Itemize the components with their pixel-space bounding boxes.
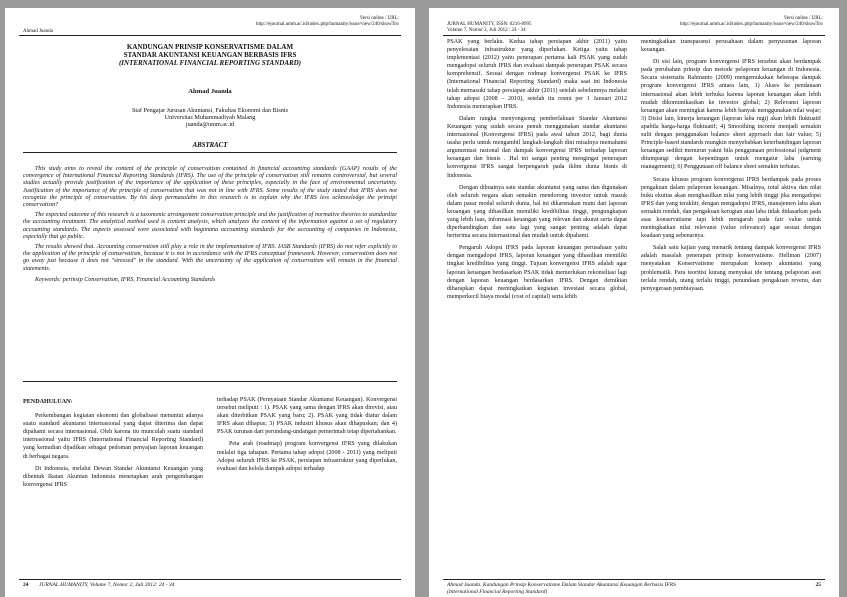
header-online-url bbox=[680, 16, 823, 28]
abstract-rule-bottom bbox=[23, 381, 397, 382]
author-email: juanda@umm.ac.id bbox=[185, 121, 235, 128]
footer-article bbox=[447, 582, 676, 595]
header-rule bbox=[443, 35, 825, 36]
footer-rule bbox=[443, 579, 825, 580]
body-paragraph: Peta arah (roadmap) program konvergensi IFRS yang dilakukan melalui tiga tahapan. Pertama tahap adopsi (2008 - 2011) yang meliputi Adopsi seluruh IFRS ke PSAK, persiapan infrastruktur yang diperlukan, evaluasi dan kelola dampak adopsi terhadap bbox=[217, 441, 397, 472]
header-url-label: Versi online / URL: bbox=[359, 16, 399, 21]
header-journal-volume: Volume 7, Nomor 2, Juli 2012 : 24 - 34 bbox=[447, 28, 526, 33]
body-paragraph: Pengaruh Adopsi IFRS pada laporan keuangan perusahaan yaitu dengan mengadopsi IFRS, laporan keuangan yang dihasilkan memiliki tingkat kredibilitas yang tinggi. Tujuan konvergensi IFRS adalah agar laporan keuangan berdasarkan PSAK tidak memerlukan rekonsiliasi lagi dengan laporan keuangan berdasarkan IFRS. Dengan demikian diharapkan dapat meningkatkan kegiatan investasi secara global, memperkecil biaya modal (cost of capital) serta lebih bbox=[447, 245, 627, 300]
affiliation bbox=[45, 107, 375, 128]
body-paragraph: Dalam rangka menyongsong pemberlakuan Standar Akuntansi Keuangan yang sudah secara penuh menggunakan standar akuntansi internasional (Konvergensi IFRS) pada awal tahun 2012, bagi dunia usaha perlu untuk mengambil langkah-langkah dini misalnya memahami argumentasi rasional dan dampak konvergensi IFRS terhadap laporan keuangan dan bisnis . Hal ini sangat penting mengingat penerapan konvergensi IFRS sangat berpengaruh pada iklim dunia bisnis di Indonesia. bbox=[447, 115, 627, 179]
header-url: http://ejournal.umm.ac.id/index.php/humanity/issue/view/240/showToc bbox=[256, 22, 399, 27]
right-column-1 bbox=[447, 38, 627, 305]
affiliation-line: Staf Pengajar Jurusan Akuntansi, Fakultas Ekonomi dan Bisnis bbox=[131, 107, 289, 114]
author-name: Ahmad Juanda bbox=[188, 88, 232, 95]
affiliation-line: Universitas Muhammadiyah Malang bbox=[164, 114, 256, 121]
title-line: (INTERNATIONAL FINANCIAL REPORTING STANDARD) bbox=[118, 59, 302, 67]
footer-author-title: Ahmad Juanda. Kandungan Prinsip Konservatisme Dalam Standar Akuntansi Keuangan Berbasis IFRS bbox=[447, 582, 676, 588]
body-paragraph: Di sisi lain, program konvergensi IFRS tersebut akan berdampak pada perubahan prinsip dan metode pelaporan keuangan di Indonesia. Secara sistematis Rahmanto (2009) mengemukakan beberapa dampak program konvergensi IFRS antara lain, 1) Akses ke pendanaan internasional akan lebih terbuka karena laporan keuangan akan lebih mudah dikomunikasikan ke investor global; 2) Relevansi laporan keuangan akan meningkat karena lebih banyak menggunakan nilai wajar; 3) Disisi lain, kinerja keuangan (laporan laba rugi) akan lebih fluktuatif apabila harga-harga fluktuatif; 4) Smoothing income menjadi semakin sulit dengan penggunakan balance sheet approach dan fair value; 5) Principle-based standards mungkin menyebabkan keterbandingan laporan keuangan sedikit menurun yakni bila penggunaan professional judgment ditumpangi dengan kepentingan untuk mengatur laba (earning management); 6) Penggunaan off balance sheet semakin terbatas. bbox=[641, 59, 821, 171]
article-title bbox=[45, 43, 375, 67]
footer-subtitle: (International Financial Reporting Standard) bbox=[447, 588, 548, 595]
section-heading: PENDAHULUAN\ bbox=[23, 399, 73, 405]
abstract-body bbox=[23, 166, 397, 287]
footer-rule bbox=[19, 579, 401, 580]
header-author: Ahmad Juanda bbox=[23, 29, 53, 34]
header-online-url bbox=[256, 16, 399, 28]
abstract-paragraph: This study aims to reveal the content of the principle of conservatism contained in financial accounting standards (GAAP) results of the convergence of International Financial Reporting Standards (IFRS). The use of the principle of conservatism still remains controversial, but several studies actually provide justification of the importance of the application of these principles, especially in the face of environmental uncertainty. Justification of the importance of the principle of conservatism that was not in line with IFRS. Some results of the study stated that IFRS does not recognize the principle of conservatism. By his deep permasalahn in this research is to explain why the IFRS less acknowledge the prinsipi conservatism? bbox=[23, 166, 397, 209]
body-paragraph: Dengan dibuatnya satu standar akuntansi yang sama dan digunakan oleh seluruh negara akan semakin mendorong investor untuk masuk dalam pasar modal seluruh dunia, hal ini dikarenakan mutu dari laporan keuangan yang dihasilkan memiliki kredibilitas tinggi, pengungkapan yang lebih luas, informasi keuangan yang relevan dan akurat serta dapat diperbandingkan dan satu lagi yang sangat penting adalah dapat berterima secara internasional dan mudah untuk dipahami. bbox=[447, 184, 627, 240]
title-line: STANDAR AKUNTANSI KEUANGAN BERBASIS IFRS bbox=[123, 51, 297, 59]
left-page bbox=[5, 8, 415, 597]
body-paragraph: Di Indonesia, melalui Dewan Standar Akuntansi Keuangan yang dibentuk Ikatan Akuntan Indonesia menetapkan arah pengembangan konvergensi IFRS bbox=[23, 465, 203, 488]
header-url-label: Versi online / URL: bbox=[783, 16, 823, 21]
header-journal bbox=[447, 22, 531, 34]
header-journal-issn: JURNAL HUMANITY, ISSN: 0216-8995 bbox=[447, 22, 532, 27]
body-paragraph: terhadap PSAK (Pernyataan Standar Akuntansi Keuangan). Konvergensi tersebut meliputi : 1). PSAK yang sama dengan IFRS akan direvisi, atau akan diterbitkan PSAK yang baru; 2). PSAK yang tidak diatur dalam IFRS akan dihapus; 3) PSAK industri khusus akan dihapuskan; dan 4) PSAK turunan dari perundang-undangan pemerintah tetap dipertahankan. bbox=[217, 397, 397, 436]
body-paragraph: PSAK yang berlaku. Kedua tahap persiapan akhir (2011) yaitu penyelesaian infrastruktur yang diperlukan. Ketiga yaitu tahap implementasi (2012) yaitu penerapan pertama kali PSAK yang sudah mengadopsi seluruh IFRS dan evaluasi dampak penerapan PSAK secara komprehensif. Sesuai dengan rodmap konvergensi PSAK ke IFRS (International Financial Reporting Standard) maka saat ini Indonesia telah memasuki tahap persiapan akhir (2011) setelah sebelumnya melalui tahap adopsi (2008 – 2010), setelah itu resmi per 1 Januari 2012 Indonesia menerapkan IFRS. bbox=[447, 39, 627, 110]
body-paragraph: Perkembangan kegiatan ekonomi dan globalisasi menuntut adanya suatu standard akuntansi internasional yang dapat diterima dan dapat dipahami secara internasional. Oleh karena itu munculah suatu standard internasional yaitu IFRS (International Financial Reporting Standard) yang kemudian dijadikan sebagai pedoman penyajian laporan keuangan di berbagai negara. bbox=[23, 413, 203, 460]
body-paragraph: Secara khusus program konvergensi IFRS berdampak pada proses pengakuan dalam pelaporan keuangan. Misalnya, total aktiva dan nilai buku ekuitas akan menghasilkan nilai yang lebih tinggi jika mengadopsi IFRS dan yang terakhir, dengan mengadopsi IFRS, manajemen laba akan semakin rendah, dan pengakuan kerugian atau laba tidak didasarkan pada asas konservatisme tapi lebih mengarah pada fair value untuk meningkatkan nilai relevansi (value relevance) agar sesuai dengan keadaan yang sebenarnya. bbox=[641, 176, 821, 240]
header-url: http://ejournal.umm.ac.id/index.php/humanity/issue/view/240/showToc bbox=[680, 22, 823, 27]
abstract-paragraph: The results showed that. Accounting conservatism still play a role in the implementation of IFRS. IASB Standards (IFRS) do not refer explicitly to the application of the principle of conservatism, because it is not in accordance with the IFRS conceptual framework. However, conservatism does not go away just because it does not "stressed" in the standard. With the uncertainty of the application of conservatism will remain in the financial statements. bbox=[23, 244, 397, 272]
left-column-1 bbox=[23, 398, 203, 493]
abstract-rule-top bbox=[23, 152, 397, 153]
abstract-paragraph: The expected outcome of this research is a taxonomic arrangement conservatism principle and the justification of normative theories to standardize the accounting treatment. The analytical method used is content analysis, which analyzes the content of the information against a set of regulatory accounting standards. The aspects assessed were associated with bagimana accounting standards for the accounting of companies in Indonesia, especially that go public. bbox=[23, 212, 397, 240]
footer-journal: JURNAL HUMANITY, Volume 7, Nomor 2, Juli 2012: 24 - 34 bbox=[39, 582, 175, 588]
body-paragraph: Salah satu kajian yang menarik tentang dampak konvergensi IFRS adalah masalah penerapan prinsip konservatisme. Hellman (2007) menyatakan Konservatisme merupakan konsep akuntansi yang problematik. Para teoritisi kurang menyukai ide tentang pelaporan aset terlalu rendah, utang terlalu tinggi, penundaan pengakuan revenu, dan penyegeraan pembiayaan. bbox=[641, 245, 821, 292]
abstract-heading: ABSTRACT bbox=[192, 142, 228, 149]
page-number: 24 bbox=[23, 582, 29, 588]
keywords: Keywords: perinsip Conservatism, IFRS, Financial Accounting Standards bbox=[35, 276, 216, 283]
header-rule bbox=[19, 35, 401, 36]
left-column-2 bbox=[217, 396, 397, 477]
body-paragraph: meningkatkan transparansi perusahaan dalam penyusunan laporan keuangan. bbox=[641, 39, 821, 54]
page-number: 25 bbox=[815, 582, 821, 588]
right-page bbox=[429, 8, 839, 597]
right-column-2 bbox=[641, 38, 821, 297]
title-line: KANDUNGAN PRINSIP KONSERVATISME DALAM bbox=[126, 43, 294, 51]
